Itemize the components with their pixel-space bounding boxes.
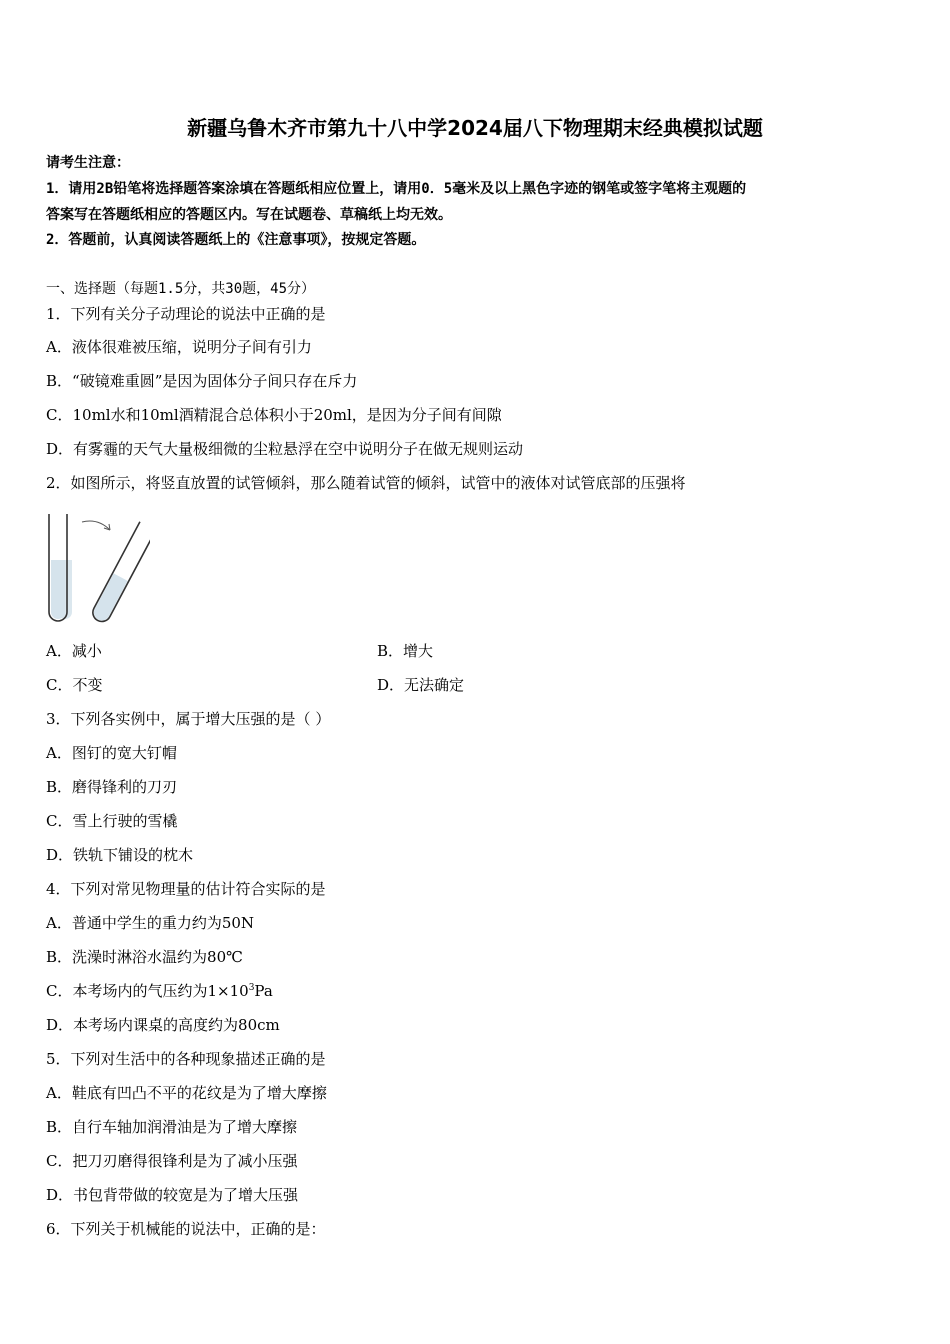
q1-stem: 1．下列有关分子动理论的说法中正确的是 (46, 305, 326, 323)
notice-item-1-line-1: 1．请用2B铅笔将选择题答案涂填在答题纸相应位置上，请用0．5毫米及以上黑色字迹的钢笔或签字笔将主观题的 (46, 181, 747, 197)
q5-stem: 5．下列对生活中的各种现象描述正确的是 (46, 1050, 326, 1068)
test-tube-figure (40, 508, 150, 626)
notice-heading: 请考生注意： (46, 155, 130, 171)
q1-option-c: C．10ml水和10ml酒精混合总体积小于20ml，是因为分子间有间隙 (46, 406, 502, 424)
page-title: 新疆乌鲁木齐市第九十八中学2024届八下物理期末经典模拟试题 (187, 116, 763, 140)
q4-stem: 4．下列对常见物理量的估计符合实际的是 (46, 880, 326, 898)
q5-option-b: B．自行车轴加润滑油是为了增大摩擦 (46, 1118, 298, 1136)
notice-item-1-line-2: 答案写在答题纸相应的答题区内。写在试题卷、草稿纸上均无效。 (46, 207, 452, 223)
q1-option-a: A．液体很难被压缩，说明分子间有引力 (46, 338, 312, 356)
q3-option-a: A．图钉的宽大钉帽 (46, 744, 177, 762)
q4-option-c-unit: Pa (254, 982, 273, 1000)
q4-option-d: D．本考场内课桌的高度约为80cm (46, 1016, 280, 1034)
q1-option-d: D．有雾霾的天气大量极细微的尘粒悬浮在空中说明分子在做无规则运动 (46, 440, 524, 458)
tilt-arrow (82, 521, 110, 530)
q2-option-b: B．增大 (377, 642, 434, 660)
q4-option-c (46, 980, 273, 1001)
q6-stem: 6．下列关于机械能的说法中，正确的是： (46, 1220, 326, 1238)
upright-test-tube (49, 514, 72, 621)
q4-option-c-text: C．本考场内的气压约为1×10 (46, 982, 249, 1000)
q4-option-c-exponent: 3 (248, 983, 255, 993)
q3-option-b: B．磨得锋利的刀刃 (46, 778, 178, 796)
q4-option-b: B．洗澡时淋浴水温约为80℃ (46, 948, 243, 966)
q2-option-d: D．无法确定 (377, 676, 465, 694)
q2-option-c: C．不变 (46, 676, 103, 694)
q3-option-c: C．雪上行驶的雪橇 (46, 812, 178, 830)
q1-option-b: B．“破镜难重圆”是因为固体分子间只存在斥力 (46, 372, 358, 390)
q5-option-c: C．把刀刃磨得很锋利是为了减小压强 (46, 1152, 298, 1170)
q2-option-a: A．减小 (46, 642, 102, 660)
q5-option-d: D．书包背带做的较宽是为了增大压强 (46, 1186, 299, 1204)
q2-stem: 2．如图所示，将竖直放置的试管倾斜，那么随着试管的倾斜，试管中的液体对试管底部的压强将 (46, 474, 686, 492)
q3-stem: 3．下列各实例中，属于增大压强的是（ ） (46, 710, 331, 728)
q4-option-a: A．普通中学生的重力约为50N (46, 914, 255, 932)
q3-option-d: D．铁轨下铺设的枕木 (46, 846, 194, 864)
q5-option-a: A．鞋底有凹凸不平的花纹是为了增大摩擦 (46, 1084, 327, 1102)
tilted-test-tube (90, 522, 150, 625)
notice-item-2: 2．答题前，认真阅读答题纸上的《注意事项》，按规定答题。 (46, 232, 426, 248)
section-heading: 一、选择题（每题1.5分，共30题，45分） (46, 281, 316, 297)
